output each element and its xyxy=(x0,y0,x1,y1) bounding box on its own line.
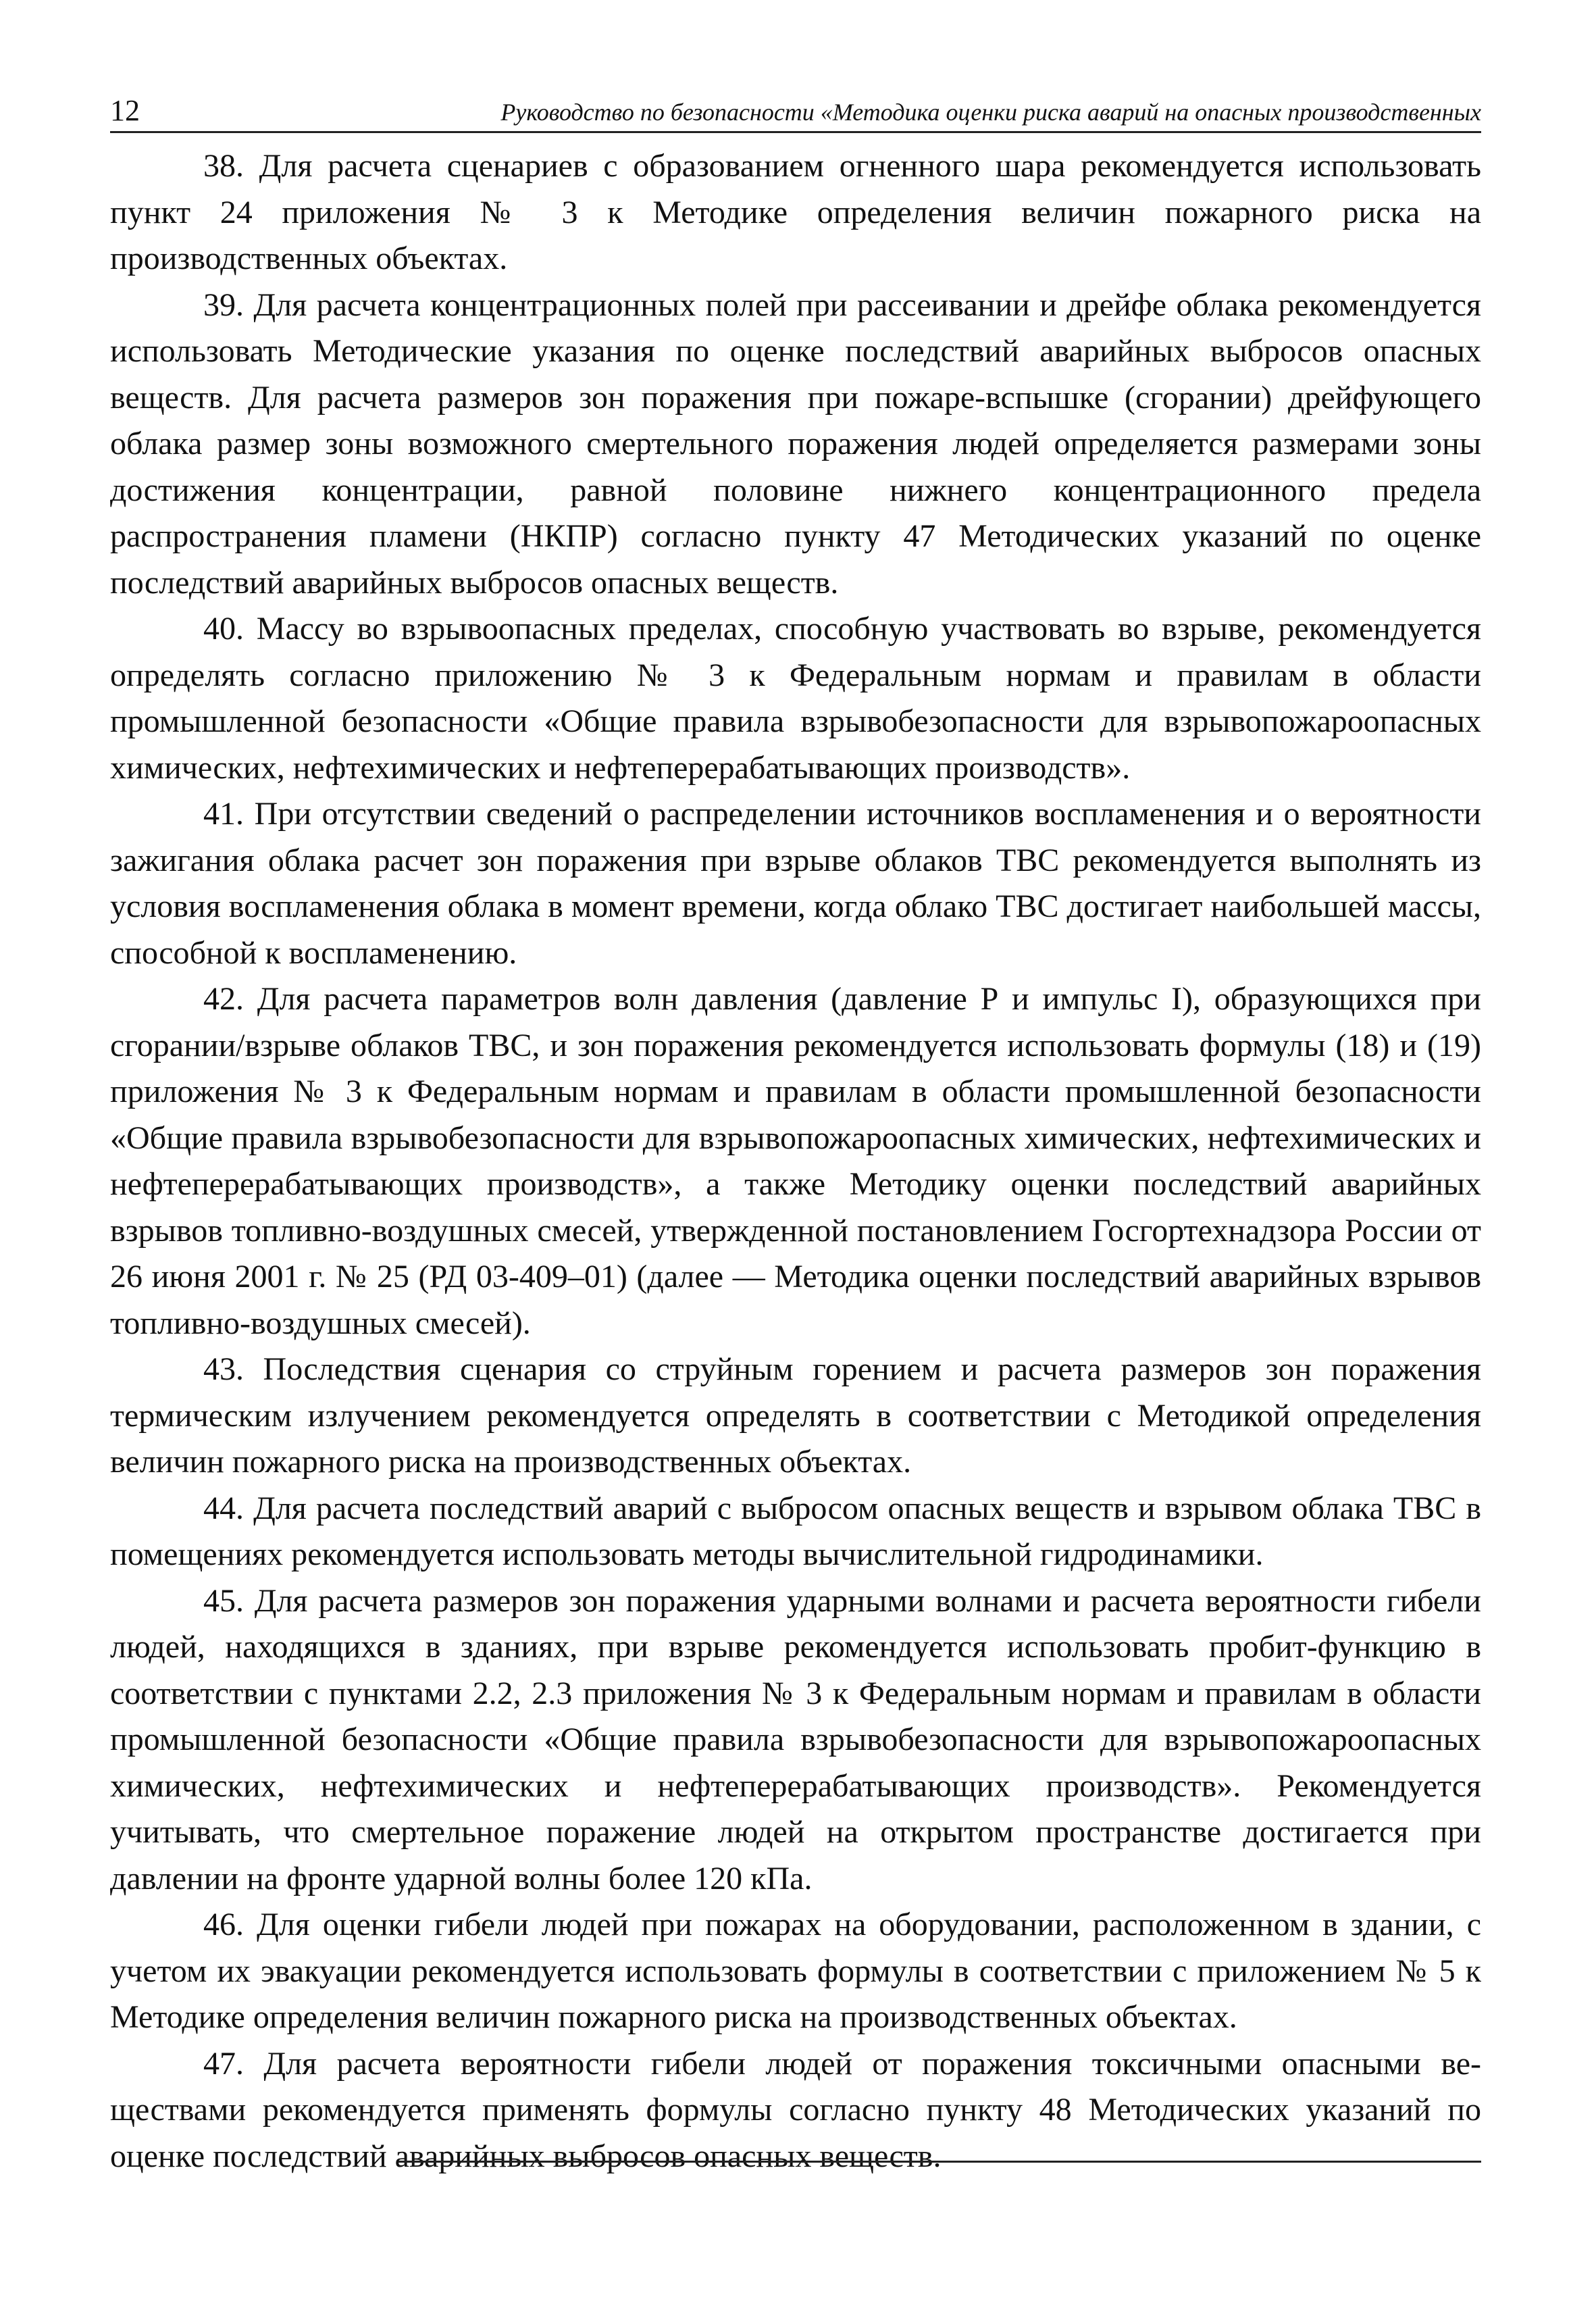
header-rule xyxy=(110,131,1481,133)
paragraph-38: 38. Для расчета сценариев с образованием огненного шара рекомендуется использовать пункт 24 приложения № 3 к Методике определения величин пожарного риска на производственных объектах. xyxy=(110,148,1481,276)
paragraph-39: 39. Для расчета концентрационных полей при рассеивании и дрейфе облака рекомендуется использовать Методические указания по оценке последствий аварийных выбросов опасных веществ. Для расчета размеров зон поражения при пожаре-вспышке (сгорании) дрейфующего облака размер зоны возможного смертельного поражения людей определяется размерами зоны достижения концентрации, равной половине нижнего концентрационного предела распространения пламени (НКПР) согласно пункту 47 Методических указаний по оценке последствий аварийных выбросов опасных веществ. xyxy=(110,286,1481,601)
paragraph-42: 42. Для расчета параметров волн давления (давление Р и импульс I), образующихся при сгорании/взрыве облаков ТВС, и зон поражения рекомендуется использовать формулы (18) и (19) приложения № 3 к Федеральным нормам и правилам в области промышленной безопасности «Общие правила взрывобезопасности для взрывопожароопасных химических, нефтехимических и нефтеперерабатывающих производств», а также Методику оценки последствий аварийных взрывов топливно-воздушных смесей, утвержденной постановлением Госгортехнадзора России от 26 июня 2001 г. № 25 (РД 03-409–01) (далее — Методика оценки последствий аварийных взрывов топливно-воздушных смесей). xyxy=(110,981,1481,1341)
body-text xyxy=(110,143,1481,2180)
paragraph-44: 44. Для расчета последствий аварий с выбросом опасных веществ и взрывом облака ТВС в помещениях рекомендуется использовать методы вычислительной гидродинамики. xyxy=(110,1490,1481,1572)
page-number: 12 xyxy=(110,94,140,127)
paragraph-40: 40. Массу во взрывоопасных пределах, способную участвовать во взрыве, рекомендуется определять согласно приложению № 3 к Федеральным нормам и правилам в области промышленной безопасности «Общие правила взрывобезопасности для взрывопожароопасных химических, нефтехимических и нефтеперерабатывающих производств». xyxy=(110,611,1481,786)
paragraph-47: 47. Для расчета вероятности гибели людей от поражения токсичными опасными веществами рекомендуется применять формулы согласно пункту 48 Методических указаний по оценке последствий аварийных выбросов опасных веществ. xyxy=(110,2045,1481,2174)
paragraph-41: 41. При отсутствии сведений о распределении источников воспламенения и о вероятности зажигания облака расчет зон поражения при взрыве облаков ТВС рекомендуется выполнять из условия воспламенения облака в момент времени, когда облако ТВС достигает наибольшей массы, способной к воспламенению. xyxy=(110,796,1481,971)
paragraph-45: 45. Для расчета размеров зон поражения ударными волнами и расчета вероятности гибели людей, находящихся в зданиях, при взрыве рекомендуется использовать пробит-функцию в соответствии с пунктами 2.2, 2.3 приложения № 3 к Федеральным нормам и правилам в области промышленной безопасности «Общие правила взрывобезопасности для взрывопожароопасных химических, нефтехимических и нефтеперерабатывающих производств». Рекомендуется учитывать, что смертельное поражение людей на открытом пространстве достигается при давлении на фронте ударной волны более 120 кПа. xyxy=(110,1582,1481,1896)
paragraph-43: 43. Последствия сценария со струйным горением и расчета размеров зон поражения термическим излучением рекомендуется определять в соответствии с Методикой определения величин пожарного риска на производственных объектах. xyxy=(110,1351,1481,1480)
page-header xyxy=(110,92,1481,130)
footer-rule xyxy=(398,2161,1481,2163)
paragraph-46: 46. Для оценки гибели людей при пожарах на оборудовании, расположенном в здании, с учетом их эвакуации рекомендуется использовать формулы в соответствии с приложением № 5 к Методике определения величин пожарного риска на производственных объектах. xyxy=(110,1907,1481,2035)
running-title: Руководство по безопасности «Методика оценки риска аварий на опасных производственных xyxy=(500,99,1481,126)
